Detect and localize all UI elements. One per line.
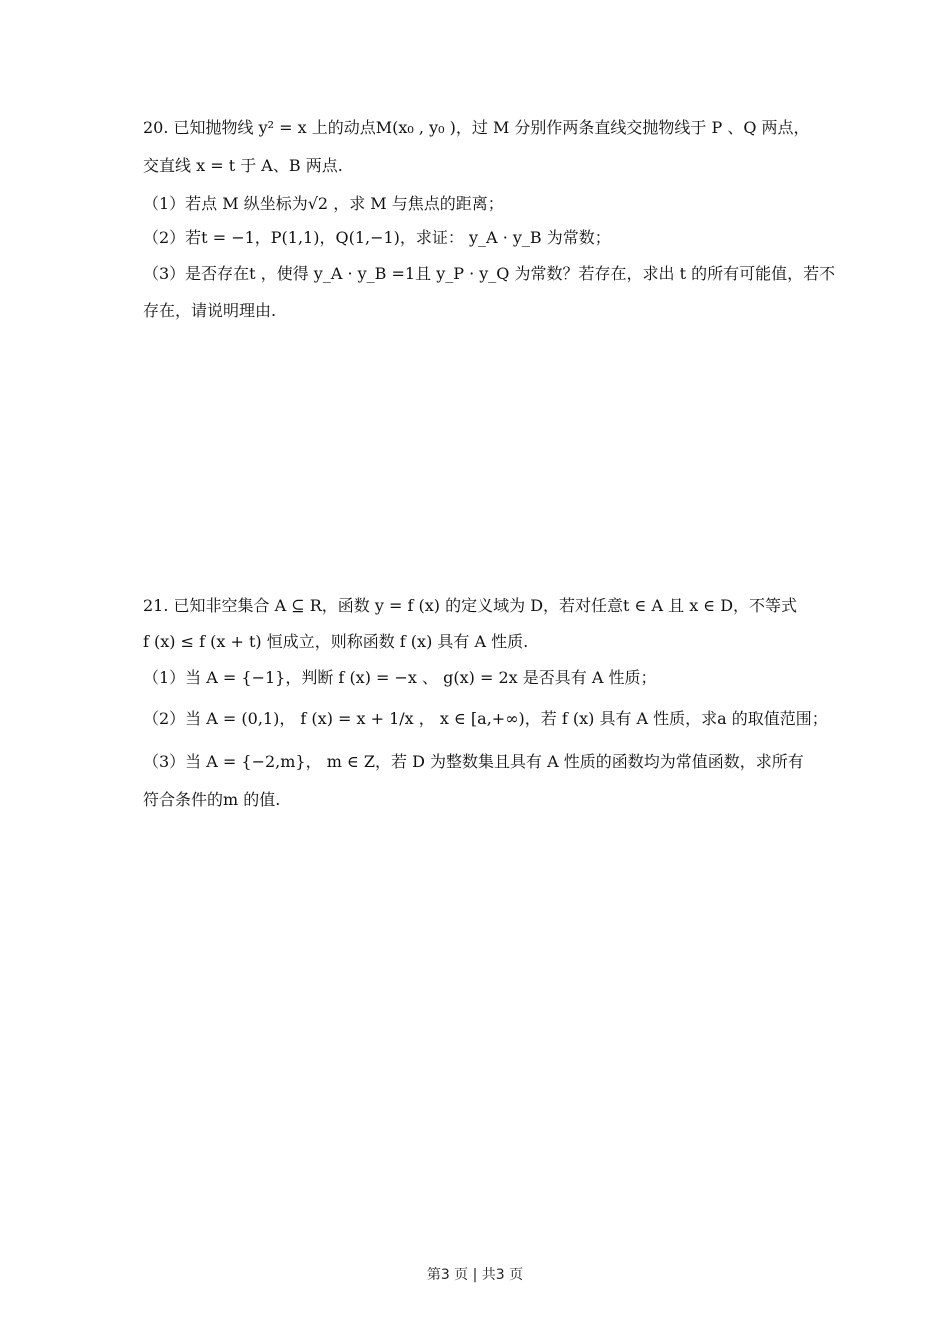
q21-stem-line-1: 21. 已知非空集合 A ⊆ R，函数 y = f (x) 的定义域为 D，若对任意t ∈ A 且 x ∈ D，不等式 <box>143 596 798 615</box>
q20-part-3-line-2: 存在，请说明理由. <box>143 301 277 320</box>
q21-part-3-line-2: 符合条件的m 的值. <box>143 790 281 809</box>
q21-part-3-line-1: （3）当 A = {−2,m}， m ∈ Z，若 D 为整数集且具有 A 性质的函数均为常值函数，求所有 <box>143 752 804 771</box>
q20-stem-line-1: 20. 已知抛物线 y² = x 上的动点M(x₀ , y₀ )，过 M 分别作两条直线交抛物线于 P 、Q 两点， <box>143 118 810 137</box>
q21-part-1: （1）当 A = {−1}，判断 f (x) = −x 、 g(x) = 2x 是否具有 A 性质； <box>143 668 657 687</box>
page-footer: 第3 页 | 共3 页 <box>426 1267 524 1283</box>
q20-part-2: （2）若t = −1，P(1,1)，Q(1,−1)，求证： y_A · y_B 为常数； <box>143 228 611 247</box>
q20-part-3-line-1: （3）是否存在t ，使得 y_A · y_B =1且 y_P · y_Q 为常数？若存在，求出 t 的所有可能值，若不 <box>143 264 836 283</box>
q21-part-2: （2）当 A = (0,1)， f (x) = x + 1/x ， x ∈ [a,+∞)，若 f (x) 具有 A 性质，求a 的取值范围； <box>143 709 828 728</box>
q21-stem-line-2: f (x) ≤ f (x + t) 恒成立，则称函数 f (x) 具有 A 性质. <box>143 632 529 651</box>
q20-stem-line-2: 交直线 x = t 于 A、B 两点. <box>143 156 343 175</box>
q20-part-1: （1）若点 M 纵坐标为√2 ，求 M 与焦点的距离； <box>143 194 504 213</box>
